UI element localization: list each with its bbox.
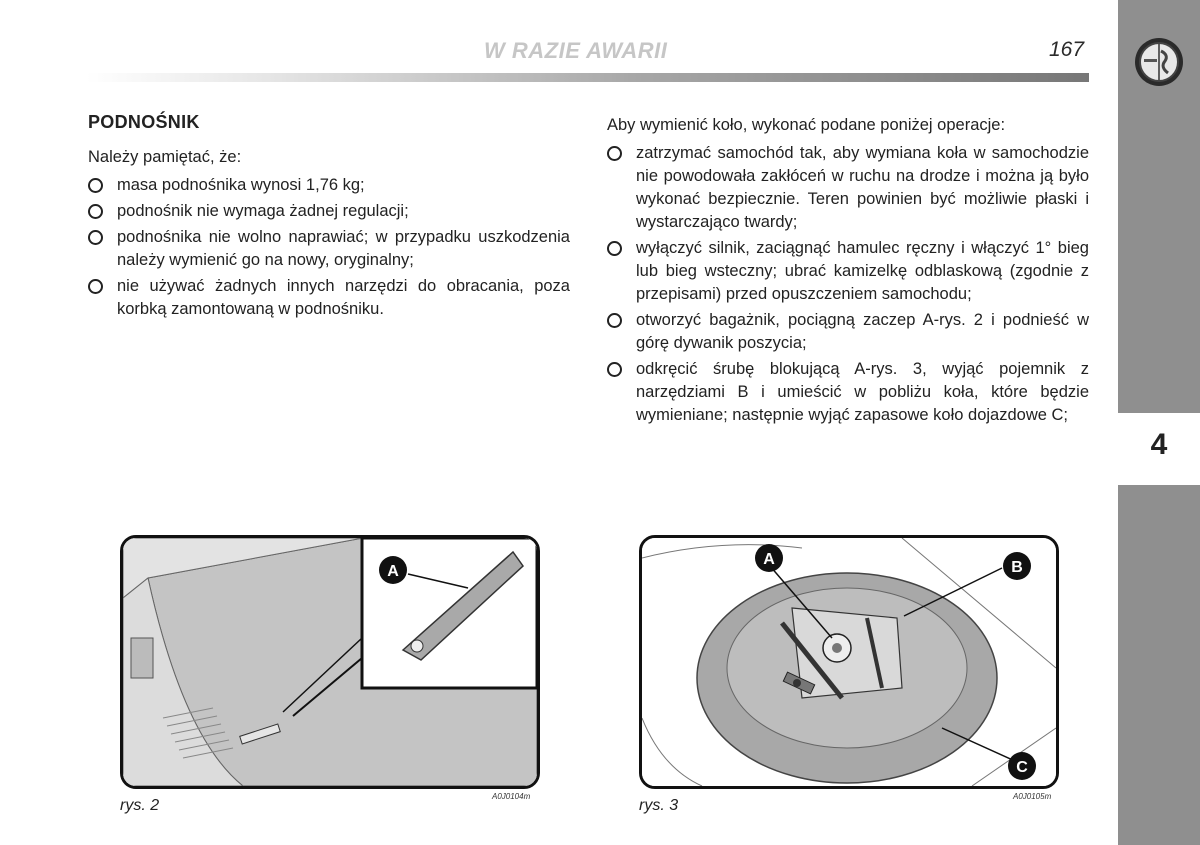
page-number: 167 <box>1049 38 1085 61</box>
brand-logo-icon <box>1134 37 1184 87</box>
figure-3 <box>639 535 1059 789</box>
circle-bullet-icon <box>607 146 622 161</box>
list-item: podnośnik nie wymaga żadnej regulacji; <box>88 200 570 223</box>
intro-text: Należy pamiętać, że: <box>88 148 242 166</box>
circle-bullet-icon <box>607 313 622 328</box>
figure-2-code: A0J0104m <box>492 792 531 801</box>
list-item: zatrzymać samochód tak, aby wymiana koła w samochodzie nie powodowała zakłóceń w ruchu na drodze i można ją było wykonać bezpiecznie. Teren powinien być możliwie płaski i wystarczająco twardy; <box>607 142 1089 234</box>
right-column <box>607 114 1089 430</box>
chapter-number: 4 <box>1150 428 1168 461</box>
list-item: wyłączyć silnik, zaciągnąć hamulec ręczny i włączyć 1° bieg lub bieg wsteczny; ubrać kamizelkę odblaskową (zgodnie z przepisami) przed opuszczeniem samochodu; <box>607 237 1089 306</box>
section-heading: PODNOŚNIK <box>88 112 200 132</box>
list-item: podnośnika nie wolno naprawiać; w przypadku uszkodzenia należy wymienić go na nowy, oryginalny; <box>88 226 570 272</box>
section-title: W RAZIE AWARII <box>484 38 668 63</box>
list-item: odkręcić śrubę blokującą A-rys. 3, wyjąć pojemnik z narzędziami B i umieścić w pobliżu koła, które będzie wymieniane; następnie wyjąć zapasowe koło dojazdowe C; <box>607 358 1089 427</box>
callout-label-a: A <box>387 563 399 580</box>
intro-text: Aby wymienić koło, wykonać podane poniżej operacje: <box>607 116 1006 134</box>
header-rule <box>86 73 1089 82</box>
figure-3-code: A0J0105m <box>1013 792 1052 801</box>
figure-3-caption: rys. 3 <box>639 797 679 814</box>
figure-2 <box>120 535 540 789</box>
jack-notes-list <box>88 174 570 321</box>
circle-bullet-icon <box>88 230 103 245</box>
list-item: nie używać żadnych innych narzędzi do obracania, poza korbką zamontowaną w podnośniku. <box>88 275 570 321</box>
spare-wheel-illustration <box>642 538 1056 786</box>
callout-label-b: B <box>1011 559 1023 576</box>
list-item: masa podnośnika wynosi 1,76 kg; <box>88 174 570 197</box>
callout-label-c: C <box>1016 759 1028 776</box>
circle-bullet-icon <box>607 362 622 377</box>
list-item: otworzyć bagażnik, pociągną zaczep A-rys. 2 i podnieść w górę dywanik poszycia; <box>607 309 1089 355</box>
circle-bullet-icon <box>88 204 103 219</box>
left-column <box>88 110 570 324</box>
circle-bullet-icon <box>88 178 103 193</box>
callout-label-a: A <box>763 551 775 568</box>
circle-bullet-icon <box>88 279 103 294</box>
wheel-change-steps-list <box>607 142 1089 427</box>
trunk-illustration <box>123 538 537 786</box>
figure-2-caption: rys. 2 <box>120 797 160 814</box>
circle-bullet-icon <box>607 241 622 256</box>
